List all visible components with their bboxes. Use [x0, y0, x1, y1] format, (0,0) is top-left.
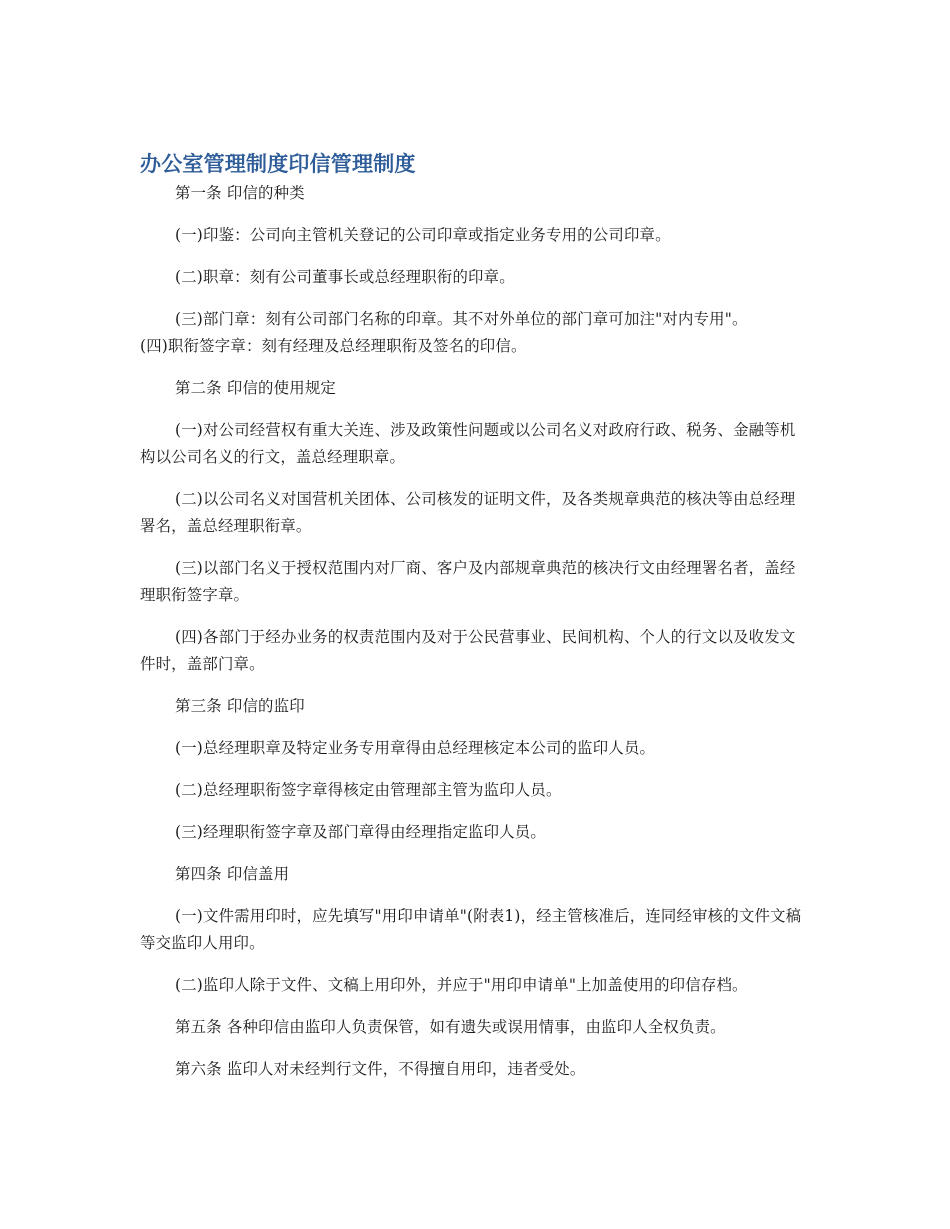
- article-6: 第六条 监印人对未经判行文件，不得擅自用印，违者受处。: [175, 1060, 586, 1078]
- document-page: [140, 148, 808, 1083]
- paragraph: (一)文件需用印时，应先填写"用印申请单"(附表1)，经主管核准后，连同经审核的文件文稿等交监印人用印。: [140, 907, 802, 952]
- article-1-heading: 第一条 印信的种类: [175, 184, 305, 202]
- article-2-heading: 第二条 印信的使用规定: [175, 379, 336, 397]
- article-3-heading: 第三条 印信的监印: [175, 697, 305, 715]
- paragraph: (四)各部门于经办业务的权责范围内及对于公民营事业、民间机构、个人的行文以及收发文件时，盖部门章。: [140, 628, 796, 673]
- paragraph: (三)经理职衔签字章及部门章得由经理指定监印人员。: [175, 823, 546, 841]
- article-4-heading: 第四条 印信盖用: [175, 865, 290, 883]
- article-5: 第五条 各种印信由监印人负责保管，如有遗失或误用情事，由监印人全权负责。: [175, 1018, 726, 1036]
- paragraph: (二)总经理职衔签字章得核定由管理部主管为监印人员。: [175, 781, 562, 799]
- paragraph: (三)部门章：刻有公司部门名称的印章。其不对外单位的部门章可加注"对内专用"。: [175, 310, 748, 328]
- document-title: 办公室管理制度印信管理制度: [140, 152, 416, 176]
- paragraph: (二)以公司名义对国营机关团体、公司核发的证明文件，及各类规章典范的核决等由总经理署名，盖总经理职衔章。: [140, 490, 796, 535]
- paragraph: (三)以部门名义于授权范围内对厂商、客户及内部规章典范的核决行文由经理署名者，盖经理职衔签字章。: [140, 559, 796, 604]
- paragraph: (一)对公司经营权有重大关连、涉及政策性问题或以公司名义对政府行政、税务、金融等机构以公司名义的行文，盖总经理职章。: [140, 421, 796, 466]
- paragraph: (一)总经理职章及特定业务专用章得由总经理核定本公司的监印人员。: [175, 739, 656, 757]
- paragraph: (一)印鉴：公司向主管机关登记的公司印章或指定业务专用的公司印章。: [175, 226, 671, 244]
- paragraph: (二)监印人除于文件、文稿上用印外，并应于"用印申请单"上加盖使用的印信存档。: [175, 976, 748, 994]
- paragraph: (二)职章：刻有公司董事长或总经理职衔的印章。: [175, 268, 515, 286]
- paragraph: (四)职衔签字章：刻有经理及总经理职衔及签名的印信。: [140, 337, 527, 355]
